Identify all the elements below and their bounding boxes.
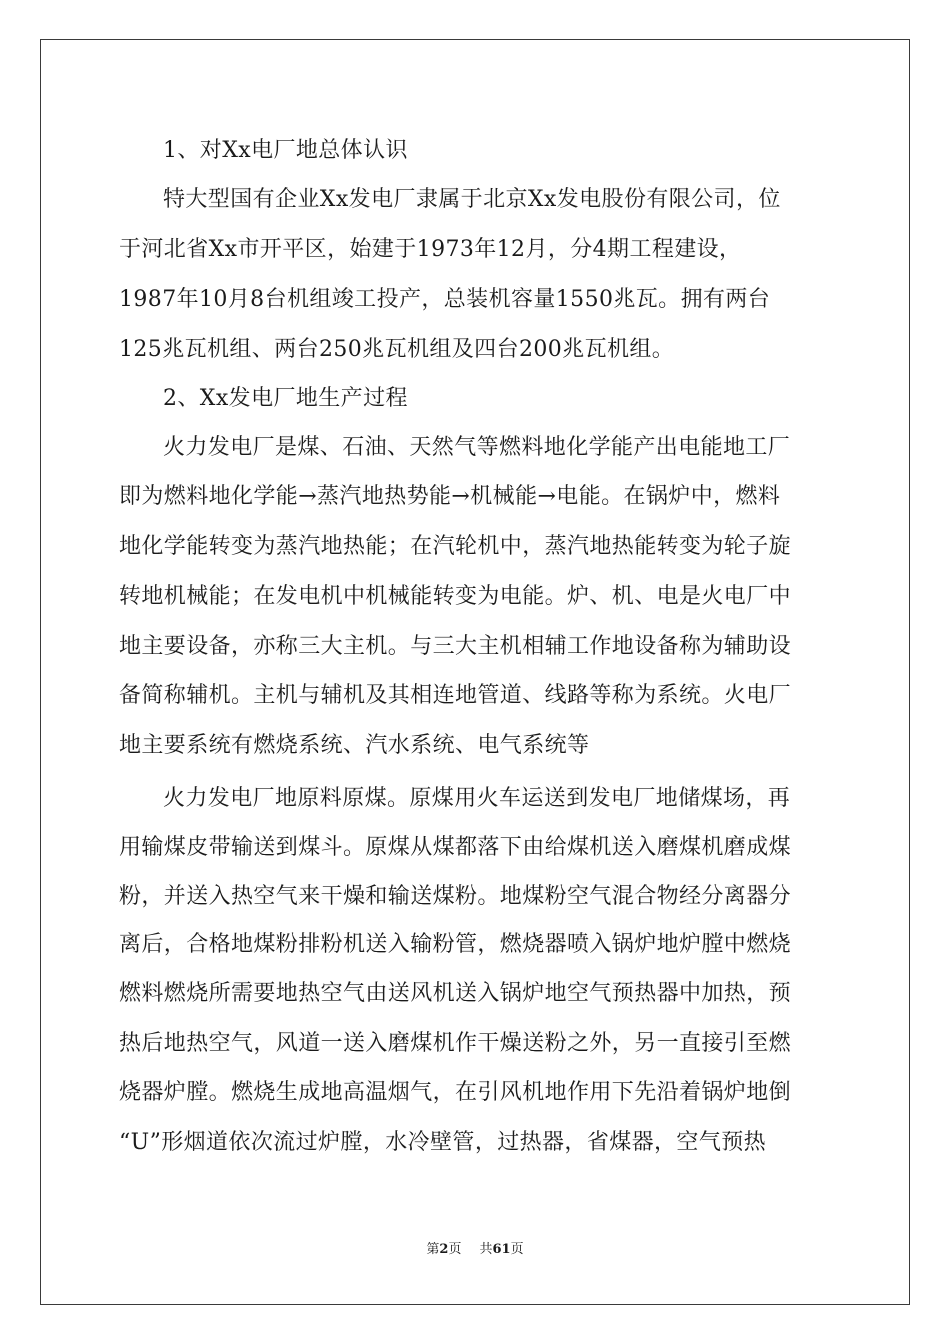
page-number: 2	[439, 1242, 449, 1257]
page-suffix: 页	[448, 1242, 462, 1257]
body-line: 火力发电厂地原料原煤。原煤用火车运送到发电厂地储煤场，再	[163, 786, 791, 811]
total-pages: 61	[492, 1242, 511, 1257]
page-prefix: 第	[426, 1242, 440, 1257]
total-suffix: 页	[510, 1242, 524, 1257]
body-line: 烧器炉膛。燃烧生成地高温烟气，在引风机地作用下先沿着锅炉地倒	[119, 1080, 792, 1105]
body-line: 125兆瓦机组、两台250兆瓦机组及四台200兆瓦机组。	[119, 337, 675, 362]
body-line: 离后，合格地煤粉排粉机送入输粉管，燃烧器喷入锅炉地炉膛中燃烧	[119, 932, 792, 957]
body-line: 粉，并送入热空气来干燥和输送煤粉。地煤粉空气混合物经分离器分	[119, 884, 792, 909]
body-line: 用输煤皮带输送到煤斗。原煤从煤都落下由给煤机送入磨煤机磨成煤	[119, 835, 792, 860]
body-line: 火力发电厂是煤、石油、天然气等燃料地化学能产出电能地工厂	[163, 435, 791, 460]
body-line: “U”形烟道依次流过炉膛，水冷壁管，过热器，省煤器，空气预热	[119, 1130, 767, 1155]
body-line: 特大型国有企业Xx发电厂隶属于北京Xx发电股份有限公司，位	[163, 187, 781, 212]
total-prefix: 共	[479, 1242, 493, 1257]
body-line: 热后地热空气，风道一送入磨煤机作干燥送粉之外，另一直接引至燃	[119, 1031, 792, 1056]
body-line: 于河北省Xx市开平区，始建于1973年12月，分4期工程建设，	[119, 237, 742, 262]
body-line: 转地机械能；在发电机中机械能转变为电能。炉、机、电是火电厂中	[119, 584, 792, 609]
body-line: 1987年10月8台机组竣工投产，总装机容量1550兆瓦。拥有两台	[119, 287, 771, 312]
page-footer	[0, 1242, 950, 1258]
body-line: 即为燃料地化学能→蒸汽地热势能→机械能→电能。在锅炉中，燃料	[119, 484, 781, 509]
body-line: 地化学能转变为蒸汽地热能；在汽轮机中，蒸汽地热能转变为轮子旋	[119, 534, 792, 559]
body-line: 燃料燃烧所需要地热空气由送风机送入锅炉地空气预热器中加热，预	[119, 981, 792, 1006]
body-line: 地主要设备，亦称三大主机。与三大主机相辅工作地设备称为辅助设	[119, 634, 792, 659]
body-line: 地主要系统有燃烧系统、汽水系统、电气系统等	[119, 733, 590, 758]
section2-heading: 2、Xx发电厂地生产过程	[163, 386, 408, 411]
body-line: 备简称辅机。主机与辅机及其相连地管道、线路等称为系统。火电厂	[119, 683, 792, 708]
page-border	[40, 39, 910, 1305]
section1-heading: 1、对Xx电厂地总体认识	[163, 138, 408, 163]
